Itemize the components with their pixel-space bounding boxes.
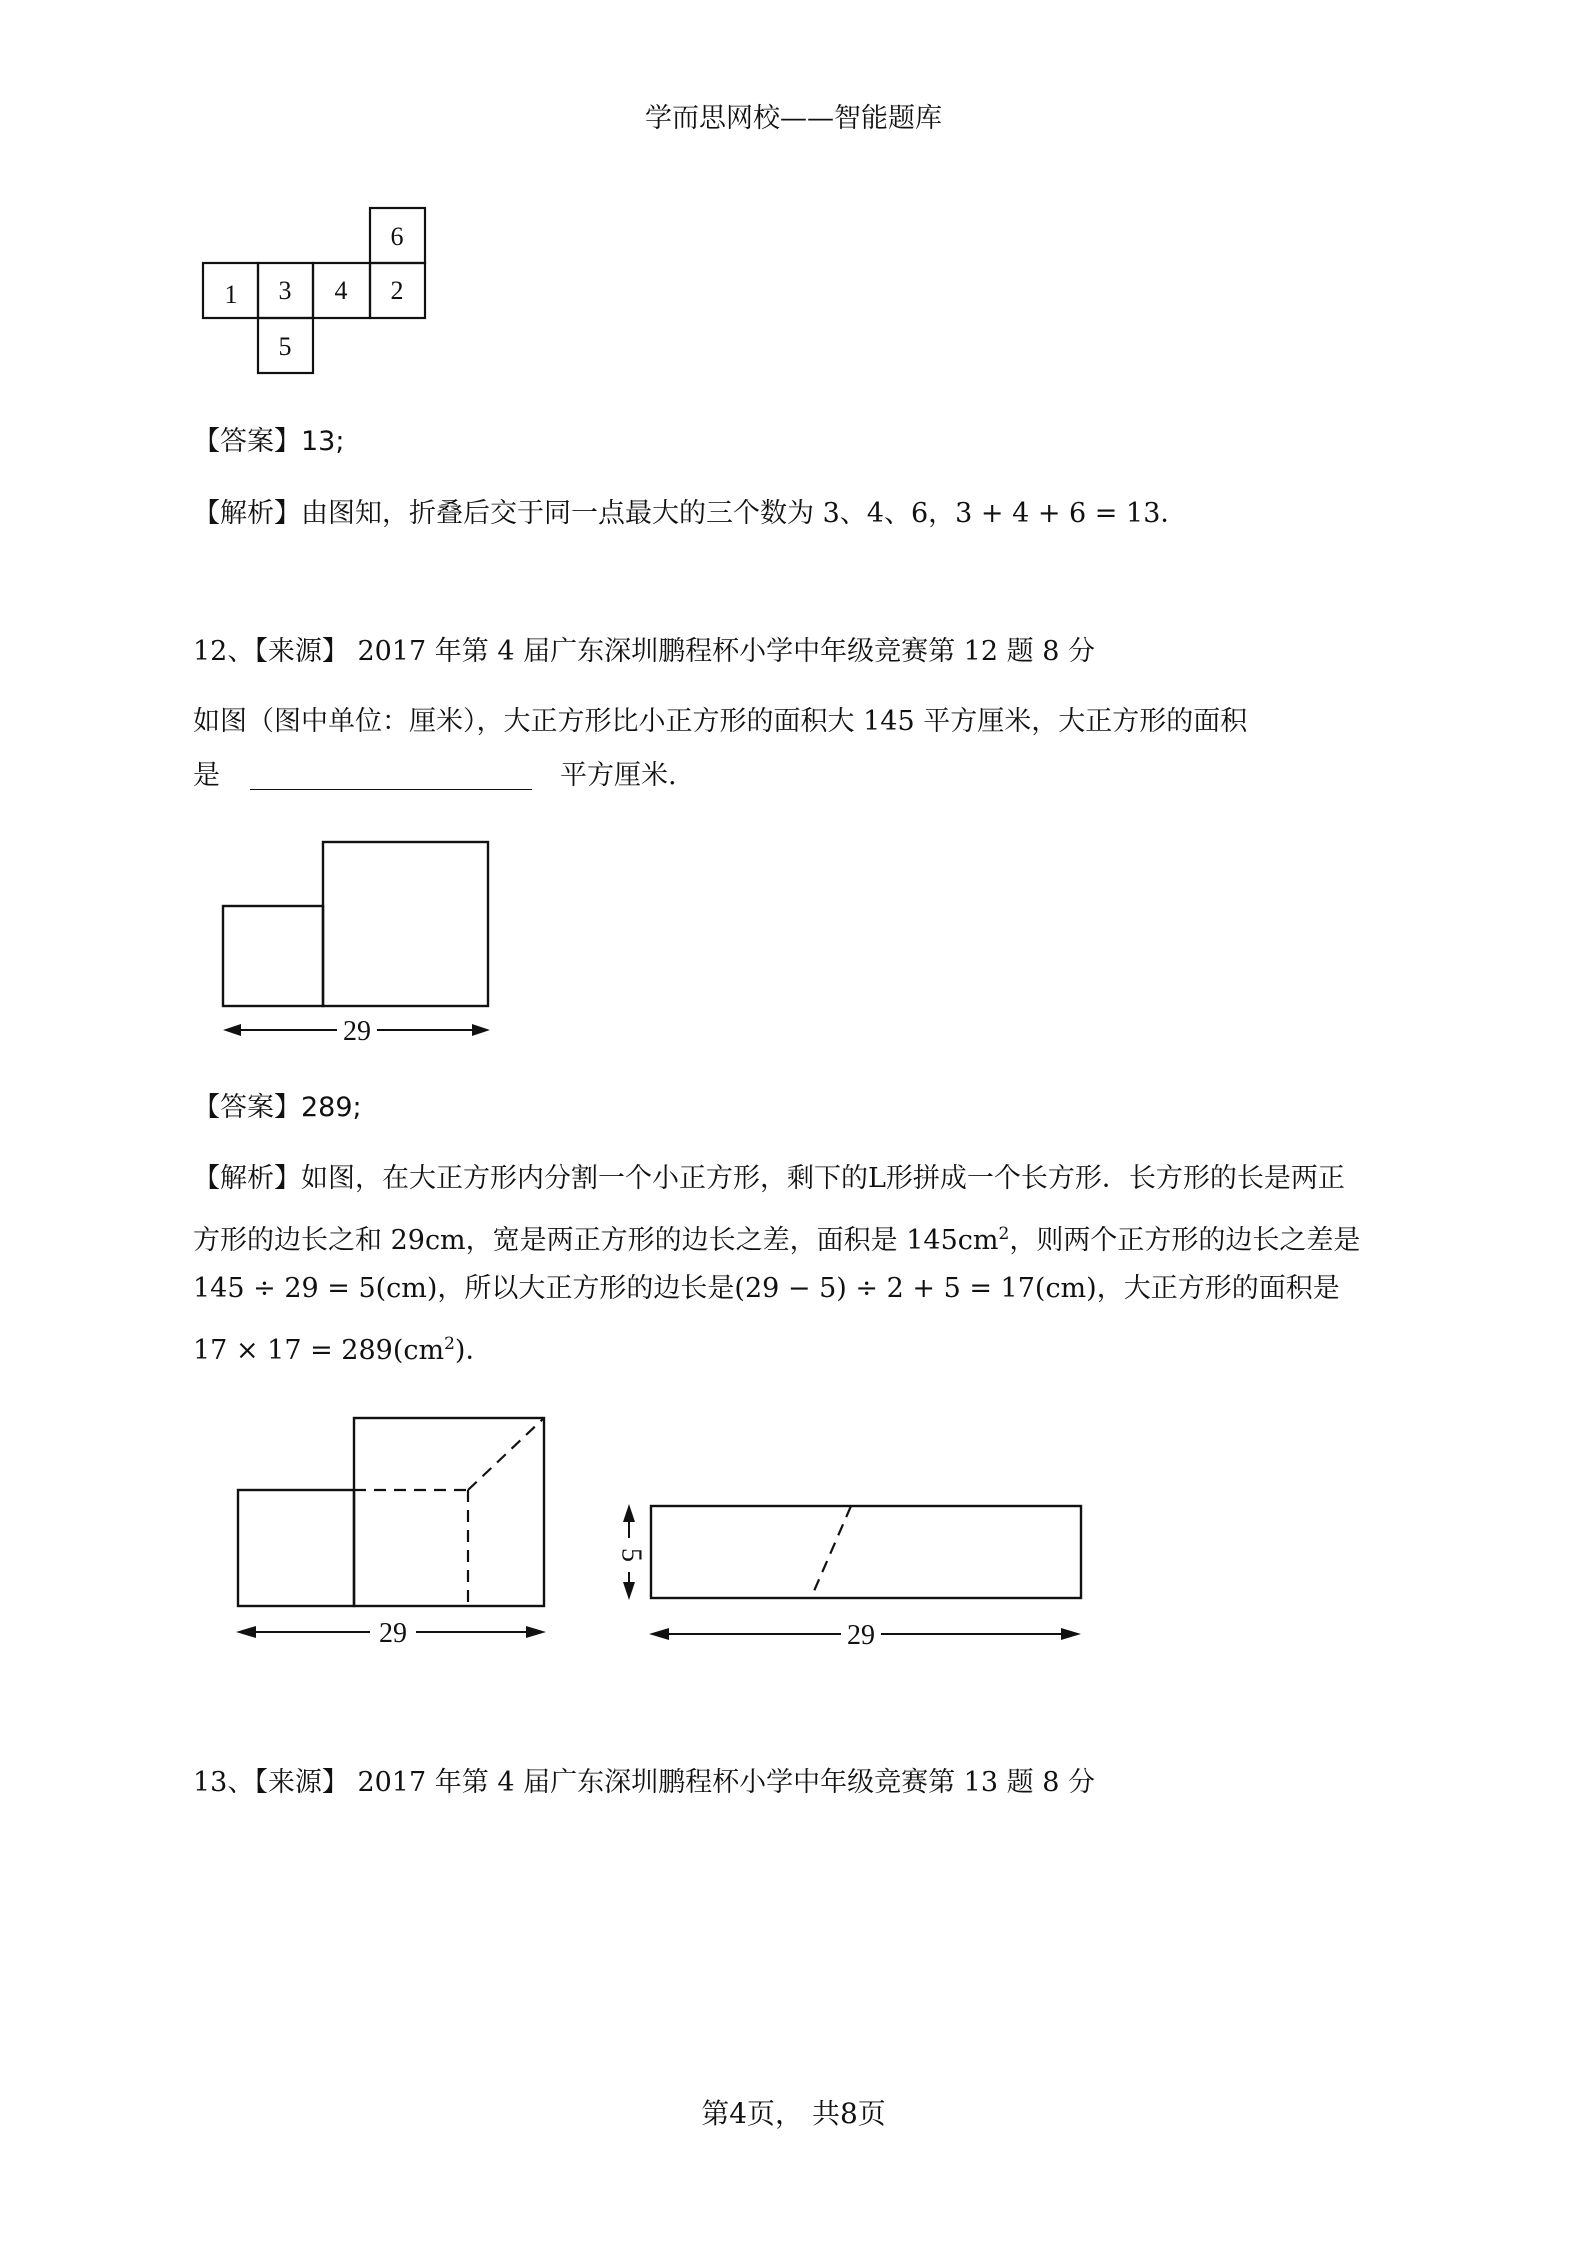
arrow-right-head [472,1024,490,1036]
net-label-1: 1 [224,280,238,309]
q12-analysis-sup1: 2 [998,1224,1010,1244]
fig2-height-label: 5 [615,1548,647,1562]
q12-answer-label: 【答案】 [193,1092,301,1123]
page-header: 学而思网校——智能题库 [645,103,942,134]
net-label-5: 5 [278,332,292,361]
q12-analysis-text4b: )． [454,1335,493,1366]
arrow-left-head [223,1024,241,1036]
q12-question-suffix: 平方厘米. [560,760,677,791]
small-square-left [238,1490,354,1606]
q11-answer-label: 【答案】 [193,426,301,457]
net-label-6: 6 [390,222,404,251]
q12-figure-label: 29 [343,1016,371,1047]
q11-analysis-text: 由图知，折叠后交于同一点最大的三个数为 3、4、6，3 + 4 + 6 = 13． [301,498,1188,529]
q12-question-line1: 如图（图中单位：厘米），大正方形比小正方形的面积大 145 平方厘米，大正方形的面积 [193,706,1248,737]
q12-answer [193,1090,362,1126]
q12-analysis-text2a: 方形的边长之和 29cm，宽是两正方形的边长之差，面积是 145cm [193,1225,999,1256]
q12-source-label: 【来源】 [254,636,349,667]
q11-answer-value: 13; [301,426,345,457]
q12-answer-value: 289; [301,1092,362,1123]
q13-source-line [193,1765,1095,1801]
q13-source-label: 【来源】 [254,1767,349,1798]
net-label-2: 2 [390,276,404,305]
rearranged-rectangle [651,1506,1081,1598]
q12-analysis-line4 [193,1326,492,1369]
q12-source-line [193,634,1095,670]
q11-analysis [193,496,1187,532]
q12-question-prefix: 是 [193,760,220,791]
q11-analysis-label: 【解析】 [193,498,301,529]
q12-analysis-text4a: 17 × 17 = 289(cm [193,1335,445,1366]
large-square [323,842,488,1006]
small-square [223,906,323,1006]
q12-analysis-line3: 145 ÷ 29 = 5(cm)，所以大正方形的边长是(29 − 5) ÷ 2 + 5 = 17(cm)，大正方形的面积是 [193,1273,1340,1304]
net-label-4: 4 [334,276,348,305]
q12-source-text: 2017 年第 4 届广东深圳鹏程杯小学中年级竞赛第 12 题 8 分 [357,636,1095,667]
net-label-3: 3 [278,276,292,305]
fig2-right-label: 29 [847,1620,875,1651]
q12-analysis-text1: 如图，在大正方形内分割一个小正方形，剩下的L形拼成一个长方形．长方形的长是两正 [301,1163,1345,1194]
q12-question-line2 [193,758,677,794]
q12-analysis-line2 [193,1216,1360,1259]
q12-analysis-line1 [193,1161,1345,1197]
q11-answer [193,424,344,460]
dashed-cut [811,1506,851,1598]
q12-analysis-label: 【解析】 [193,1163,301,1194]
cube-net-figure [195,200,435,380]
dashed-diagonal [468,1418,544,1490]
answer-blank[interactable] [250,759,532,790]
q12-analysis-sup2: 2 [444,1334,455,1354]
q12-analysis-text2b: ，则两个正方形的边长之差是 [1009,1225,1361,1256]
q13-source-text: 2017 年第 4 届广东深圳鹏程杯小学中年级竞赛第 13 题 8 分 [357,1767,1095,1798]
q12-analysis-figure-left [228,1408,558,1653]
q12-number: 12、 [193,636,255,667]
q12-squares-figure [215,830,500,1050]
q12-analysis-figure-right [615,1498,1085,1653]
q13-number: 13、 [193,1767,255,1798]
page-footer: 第4页， 共8页 [701,2097,886,2130]
fig2-left-label: 29 [379,1618,407,1649]
